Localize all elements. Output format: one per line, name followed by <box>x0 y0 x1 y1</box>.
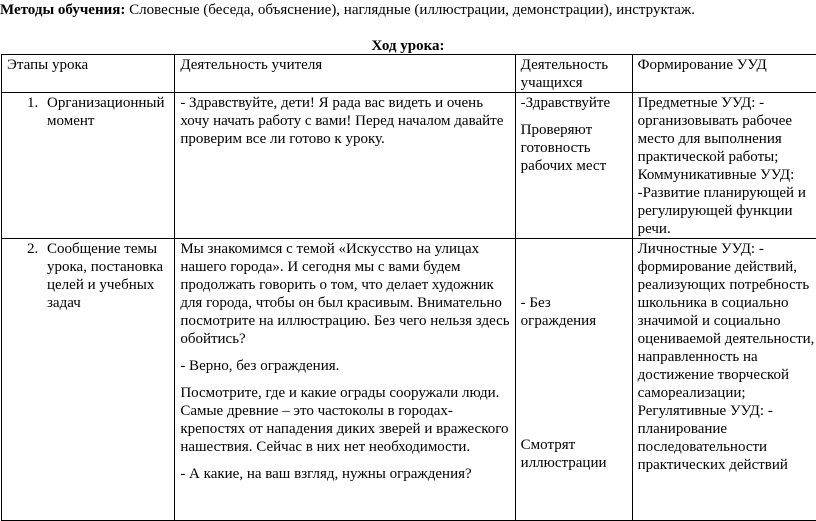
uud-text: Предметные УУД: - организовывать рабочее место для выполнения практической работы; <box>638 94 816 166</box>
uud-text: Личностные УУД: - формирование действий, реализующих потребность школьника в социально значимой и социально оцениваемой деятельности, направленность на достижение творческой самореализации; <box>638 240 816 402</box>
students-text: -Здравствуйте <box>521 94 628 112</box>
students-text: - Без ограждения <box>521 294 628 330</box>
uud-text: Коммуникативные УУД: <box>638 166 816 184</box>
table-row <box>2 239 816 521</box>
header-uud: Формирование УУД <box>632 55 816 93</box>
students-text: Смотрят иллюстрации <box>521 436 628 472</box>
header-students: Деятельность учащихся <box>515 55 632 93</box>
stage-name: Сообщение темы урока, постановка целей и учебных задач <box>47 240 170 312</box>
teacher-text: - Здравствуйте, дети! Я рада вас видеть и очень хочу начать работу с вами! Перед началом давайте проверим все ли готово к уроку. <box>180 94 510 148</box>
header-stages: Этапы урока <box>2 55 175 93</box>
students-cell <box>515 239 632 521</box>
stage-name: Организационный момент <box>47 94 170 130</box>
methods-text: Словесные (беседа, объяснение), наглядные (иллюстрации, демонстрации), инструктаж. <box>125 2 695 18</box>
section-title: Ход урока: <box>0 37 816 55</box>
table-row <box>2 93 816 239</box>
teacher-cell <box>175 93 515 239</box>
methods-label: Методы обучения: <box>0 2 125 18</box>
teacher-text: - Верно, без ограждения. <box>180 357 510 375</box>
teacher-text: Мы знакомимся с темой «Искусство на улицах нашего города». И сегодня мы с вами будем продолжать говорить о том, что делает художник для города, чтобы он был красивым. Внимательно посмотрите на иллюстрацию. Без чего нельзя здесь обойтись? <box>180 240 510 348</box>
uud-cell <box>632 239 816 521</box>
stage-number: 1. <box>27 94 47 130</box>
teacher-cell <box>175 239 515 521</box>
teacher-text: - А какие, на ваш взгляд, нужны ограждения? <box>180 465 510 483</box>
students-cell <box>515 93 632 239</box>
students-text: Проверяют готовность рабочих мест <box>521 121 628 175</box>
teacher-text: Посмотрите, где и какие ограды сооружали люди. Самые древние – это частоколы в городах-крепостях от нападения диких зверей и вражеского нашествия. Сейчас в них нет необходимости. <box>180 384 510 456</box>
header-teacher: Деятельность учителя <box>175 55 515 93</box>
uud-text: Регулятивные УУД: - планирование последовательности практических действий <box>638 402 816 474</box>
table-header-row <box>2 55 816 93</box>
stage-cell <box>2 93 175 239</box>
stage-cell <box>2 239 175 521</box>
uud-text: -Развитие планирующей и регулирующей функции речи. <box>638 184 816 238</box>
uud-cell <box>632 93 816 239</box>
lesson-table <box>1 54 816 521</box>
stage-number: 2. <box>27 240 47 312</box>
teaching-methods-line <box>0 1 695 19</box>
